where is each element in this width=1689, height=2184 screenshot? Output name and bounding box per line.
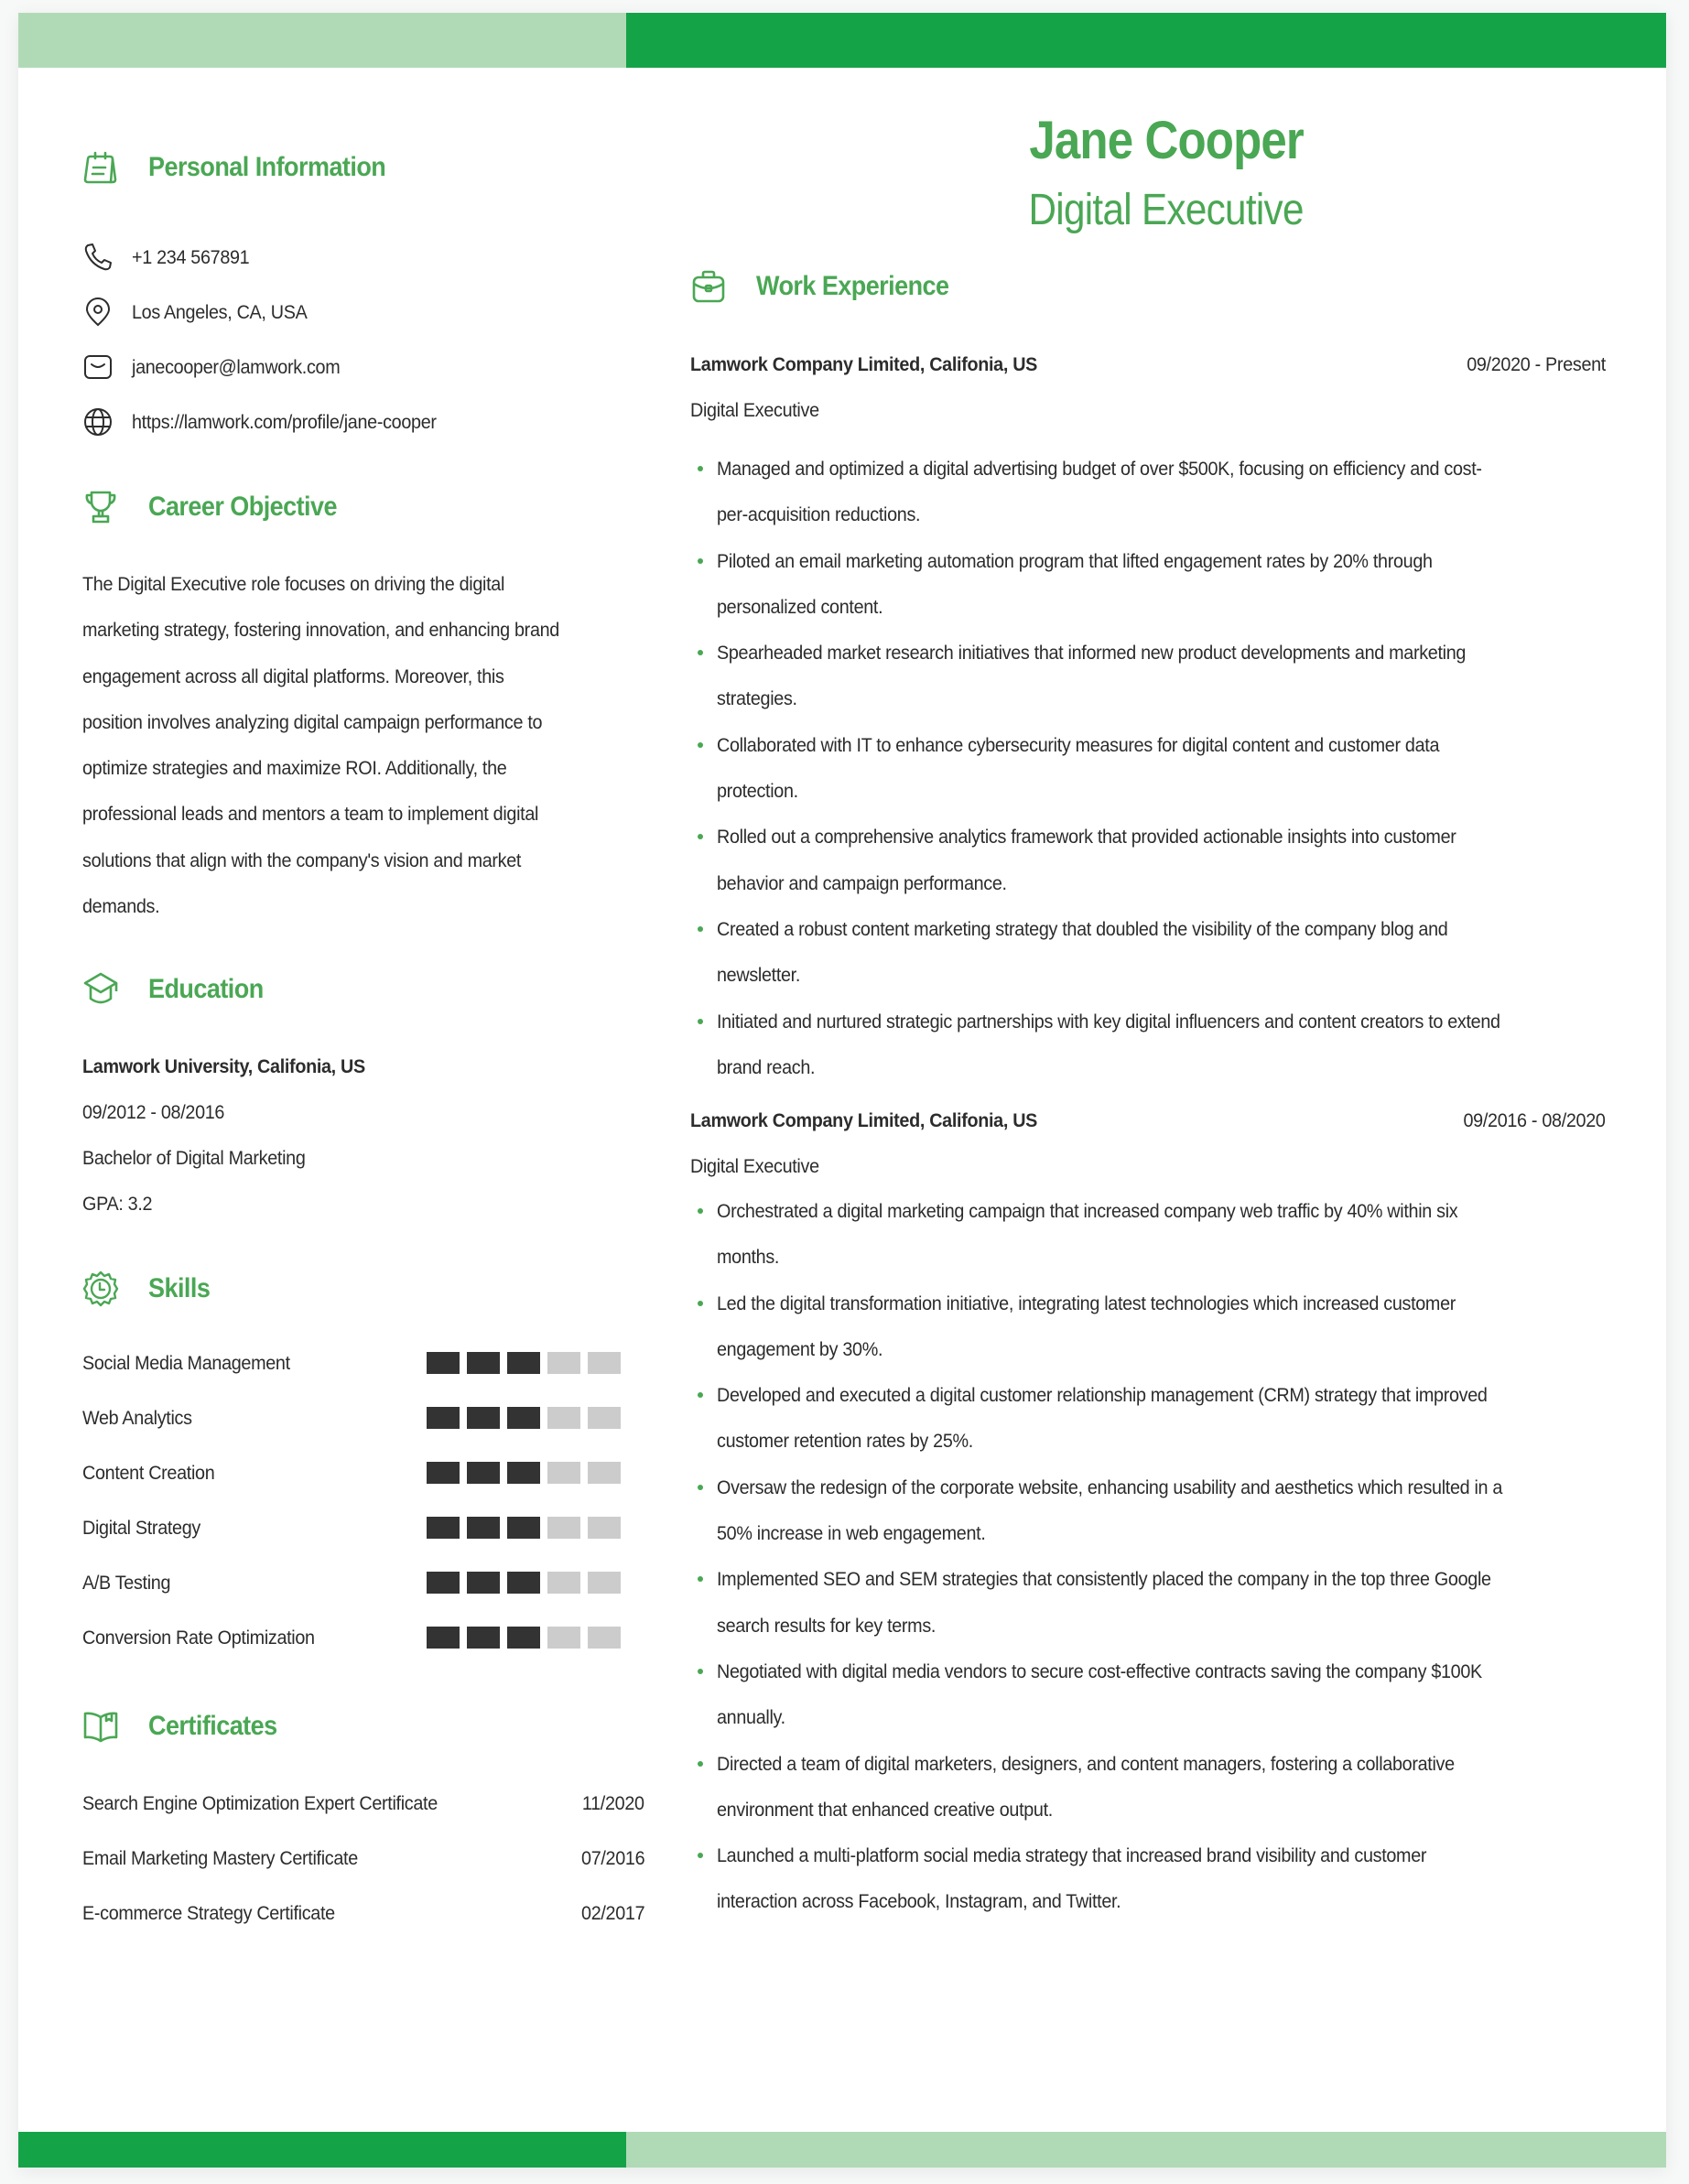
skill-level-filled bbox=[507, 1627, 540, 1649]
bullet-item: Oversaw the redesign of the corporate website, enhancing usability and aesthetics which resulted in a 50% increase in web engagement. bbox=[690, 1465, 1606, 1557]
bullet-item: Negotiated with digital media vendors to secure cost-effective contracts saving the company $100K annually. bbox=[690, 1649, 1606, 1741]
section-title: Education bbox=[148, 974, 264, 1004]
certificate-name: Email Marketing Mastery Certificate bbox=[82, 1846, 358, 1869]
skill-level-empty bbox=[588, 1572, 621, 1594]
bullet-item: Implemented SEO and SEM strategies that consistently placed the company in the top three Google search results for key terms. bbox=[690, 1556, 1606, 1649]
skill-level-filled bbox=[467, 1462, 500, 1484]
skill-level-filled bbox=[467, 1352, 500, 1374]
certificate-name: E-commerce Strategy Certificate bbox=[82, 1901, 335, 1924]
skill-level-empty bbox=[547, 1462, 580, 1484]
bottom-accent-bar-dark bbox=[18, 2132, 626, 2168]
bullet-item: Orchestrated a digital marketing campaign that increased company web traffic by 40% within six months. bbox=[690, 1188, 1606, 1281]
job-bullets bbox=[690, 1188, 1606, 1925]
envelope-icon bbox=[82, 351, 114, 383]
job-header bbox=[690, 349, 1606, 380]
skill-level-meter bbox=[427, 1352, 621, 1374]
phone-number: +1 234 567891 bbox=[132, 245, 250, 268]
education-school bbox=[82, 1051, 390, 1082]
skill-level-empty bbox=[588, 1627, 621, 1649]
graduation-cap-icon bbox=[82, 967, 132, 1012]
bullet-item: Developed and executed a digital customer relationship management (CRM) strategy that improved customer retention rates by 25%. bbox=[690, 1372, 1606, 1465]
certificate-date: 02/2017 bbox=[580, 1901, 644, 1924]
phone-icon bbox=[82, 242, 114, 273]
skill-level-filled bbox=[507, 1572, 540, 1594]
skill-level-empty bbox=[547, 1352, 580, 1374]
education-date-range: 09/2012 - 08/2016 bbox=[82, 1100, 225, 1123]
skill-row bbox=[82, 1404, 644, 1432]
role-title: Digital Executive bbox=[690, 398, 819, 421]
candidate-title: Digital Executive bbox=[1028, 186, 1305, 234]
top-accent-bar-light bbox=[18, 13, 626, 68]
contact-email[interactable] bbox=[82, 349, 358, 385]
skill-level-meter bbox=[427, 1462, 621, 1484]
job-date-range: 09/2020 - Present bbox=[1467, 352, 1606, 375]
website-link[interactable]: https://lamwork.com/profile/jane-cooper bbox=[132, 410, 437, 433]
certificates-heading bbox=[82, 1703, 291, 1749]
briefcase-icon bbox=[690, 264, 740, 309]
skill-level-filled bbox=[427, 1572, 460, 1594]
job-date-range: 09/2016 - 08/2020 bbox=[1463, 1108, 1606, 1131]
skill-level-empty bbox=[547, 1407, 580, 1429]
company-name: Lamwork Company Limited, Califonia, US bbox=[690, 1108, 1038, 1131]
skill-name: Conversion Rate Optimization bbox=[82, 1626, 315, 1649]
section-title: Career Objective bbox=[148, 492, 337, 522]
company-name: Lamwork Company Limited, Califonia, US bbox=[690, 352, 1038, 375]
skill-level-empty bbox=[547, 1517, 580, 1539]
skill-name: Social Media Management bbox=[82, 1351, 290, 1374]
resume-page bbox=[18, 13, 1666, 2168]
bullet-item: Created a robust content marketing strategy that doubled the visibility of the company blog and newsletter. bbox=[690, 906, 1606, 999]
notepad-icon bbox=[82, 145, 132, 190]
job-bullets bbox=[690, 446, 1606, 1090]
skill-row bbox=[82, 1569, 644, 1596]
bullet-item: Directed a team of digital marketers, designers, and content managers, fostering a collaborative environment that enhanced creative output. bbox=[690, 1741, 1606, 1833]
career-objective-text bbox=[82, 561, 632, 929]
skill-level-filled bbox=[427, 1352, 460, 1374]
bullet-item: Rolled out a comprehensive analytics framework that provided actionable insights into customer behavior and campaign performance. bbox=[690, 814, 1606, 906]
skill-level-meter bbox=[427, 1517, 621, 1539]
bullet-item: Initiated and nurtured strategic partnerships with key digital influencers and content creators to extend brand reach. bbox=[690, 999, 1606, 1091]
skill-level-empty bbox=[588, 1407, 621, 1429]
skill-level-filled bbox=[507, 1462, 540, 1484]
section-title: Personal Information bbox=[148, 152, 386, 182]
job-role bbox=[690, 395, 830, 426]
skill-level-empty bbox=[547, 1627, 580, 1649]
job-header bbox=[690, 1105, 1606, 1136]
skills-heading bbox=[82, 1266, 217, 1312]
objective-line: optimize strategies and maximize ROI. Additionally, the bbox=[82, 757, 507, 780]
skill-level-meter bbox=[427, 1627, 621, 1649]
certificate-name: Search Engine Optimization Expert Certificate bbox=[82, 1791, 438, 1814]
skill-level-empty bbox=[588, 1352, 621, 1374]
bullet-item: Piloted an email marketing automation program that lifted engagement rates by 20% through personalized content. bbox=[690, 538, 1606, 631]
skill-level-filled bbox=[467, 1517, 500, 1539]
role-title: Digital Executive bbox=[690, 1154, 819, 1177]
contact-location bbox=[82, 294, 322, 330]
bullet-item: Launched a multi-platform social media strategy that increased brand visibility and customer interaction across Facebook, Instagram, and Twitter. bbox=[690, 1833, 1606, 1925]
certificate-row bbox=[82, 1843, 644, 1874]
skill-level-filled bbox=[467, 1627, 500, 1649]
work-experience-heading bbox=[690, 264, 970, 309]
section-title: Certificates bbox=[148, 1711, 277, 1741]
certificate-row bbox=[82, 1788, 644, 1819]
education-degree bbox=[82, 1142, 325, 1173]
job-role bbox=[690, 1151, 830, 1182]
skill-level-meter bbox=[427, 1572, 621, 1594]
education-gpa bbox=[82, 1188, 158, 1219]
globe-icon bbox=[82, 406, 114, 438]
bottom-accent-bar-light bbox=[626, 2132, 1666, 2168]
objective-line: demands. bbox=[82, 895, 160, 918]
skill-level-meter bbox=[427, 1407, 621, 1429]
skill-level-filled bbox=[507, 1352, 540, 1374]
email[interactable]: janecooper@lamwork.com bbox=[132, 355, 341, 378]
school-name: Lamwork University, Califonia, US bbox=[82, 1054, 365, 1077]
gear-clock-icon bbox=[82, 1266, 132, 1312]
skill-name: Web Analytics bbox=[82, 1406, 192, 1429]
objective-line: The Digital Executive role focuses on driving the digital bbox=[82, 573, 505, 595]
trophy-icon bbox=[82, 484, 132, 530]
skill-level-filled bbox=[427, 1517, 460, 1539]
skill-name: Content Creation bbox=[82, 1461, 215, 1484]
education-heading bbox=[82, 967, 276, 1012]
bullet-item: Collaborated with IT to enhance cybersecurity measures for digital content and customer data protection. bbox=[690, 722, 1606, 815]
objective-line: marketing strategy, fostering innovation, and enhancing brand bbox=[82, 619, 559, 642]
bullet-item: Spearheaded market research initiatives that informed new product developments and marketing strategies. bbox=[690, 630, 1606, 722]
education-dates bbox=[82, 1097, 237, 1128]
personal-information-heading bbox=[82, 145, 412, 190]
skill-level-empty bbox=[547, 1572, 580, 1594]
skill-name: A/B Testing bbox=[82, 1571, 171, 1594]
certificate-row bbox=[82, 1897, 644, 1929]
location: Los Angeles, CA, USA bbox=[132, 300, 308, 323]
skill-level-filled bbox=[507, 1407, 540, 1429]
skill-level-empty bbox=[588, 1517, 621, 1539]
certificate-date: 07/2016 bbox=[580, 1846, 644, 1869]
objective-line: professional leads and mentors a team to implement digital bbox=[82, 803, 539, 826]
skill-row bbox=[82, 1624, 644, 1651]
skill-level-filled bbox=[467, 1407, 500, 1429]
candidate-name: Jane Cooper bbox=[1029, 111, 1304, 170]
section-title: Skills bbox=[148, 1273, 211, 1303]
skill-row bbox=[82, 1514, 644, 1541]
skill-level-filled bbox=[427, 1407, 460, 1429]
skill-row bbox=[82, 1349, 644, 1377]
gpa: GPA: 3.2 bbox=[82, 1192, 153, 1215]
skill-level-empty bbox=[588, 1462, 621, 1484]
open-book-icon bbox=[82, 1703, 132, 1749]
skill-row bbox=[82, 1459, 644, 1487]
skill-level-filled bbox=[427, 1462, 460, 1484]
contact-website[interactable] bbox=[82, 404, 463, 440]
skill-level-filled bbox=[427, 1627, 460, 1649]
degree: Bachelor of Digital Marketing bbox=[82, 1146, 306, 1169]
bullet-item: Led the digital transformation initiative, integrating latest technologies which increased customer engagement by 30%. bbox=[690, 1281, 1606, 1373]
section-title: Work Experience bbox=[756, 271, 949, 301]
objective-line: engagement across all digital platforms. Moreover, this bbox=[82, 665, 504, 687]
objective-line: solutions that align with the company's vision and market bbox=[82, 849, 522, 871]
skill-level-filled bbox=[507, 1517, 540, 1539]
career-objective-heading bbox=[82, 484, 358, 530]
skill-level-filled bbox=[467, 1572, 500, 1594]
bullet-item: Managed and optimized a digital advertising budget of over $500K, focusing on efficiency and cost- per-acquisition reductions. bbox=[690, 446, 1606, 538]
objective-line: position involves analyzing digital campaign performance to bbox=[82, 710, 543, 733]
contact-phone bbox=[82, 239, 260, 276]
skill-name: Digital Strategy bbox=[82, 1516, 200, 1539]
location-pin-icon bbox=[82, 297, 114, 328]
top-accent-bar-dark bbox=[626, 13, 1666, 68]
certificate-date: 11/2020 bbox=[582, 1791, 644, 1814]
